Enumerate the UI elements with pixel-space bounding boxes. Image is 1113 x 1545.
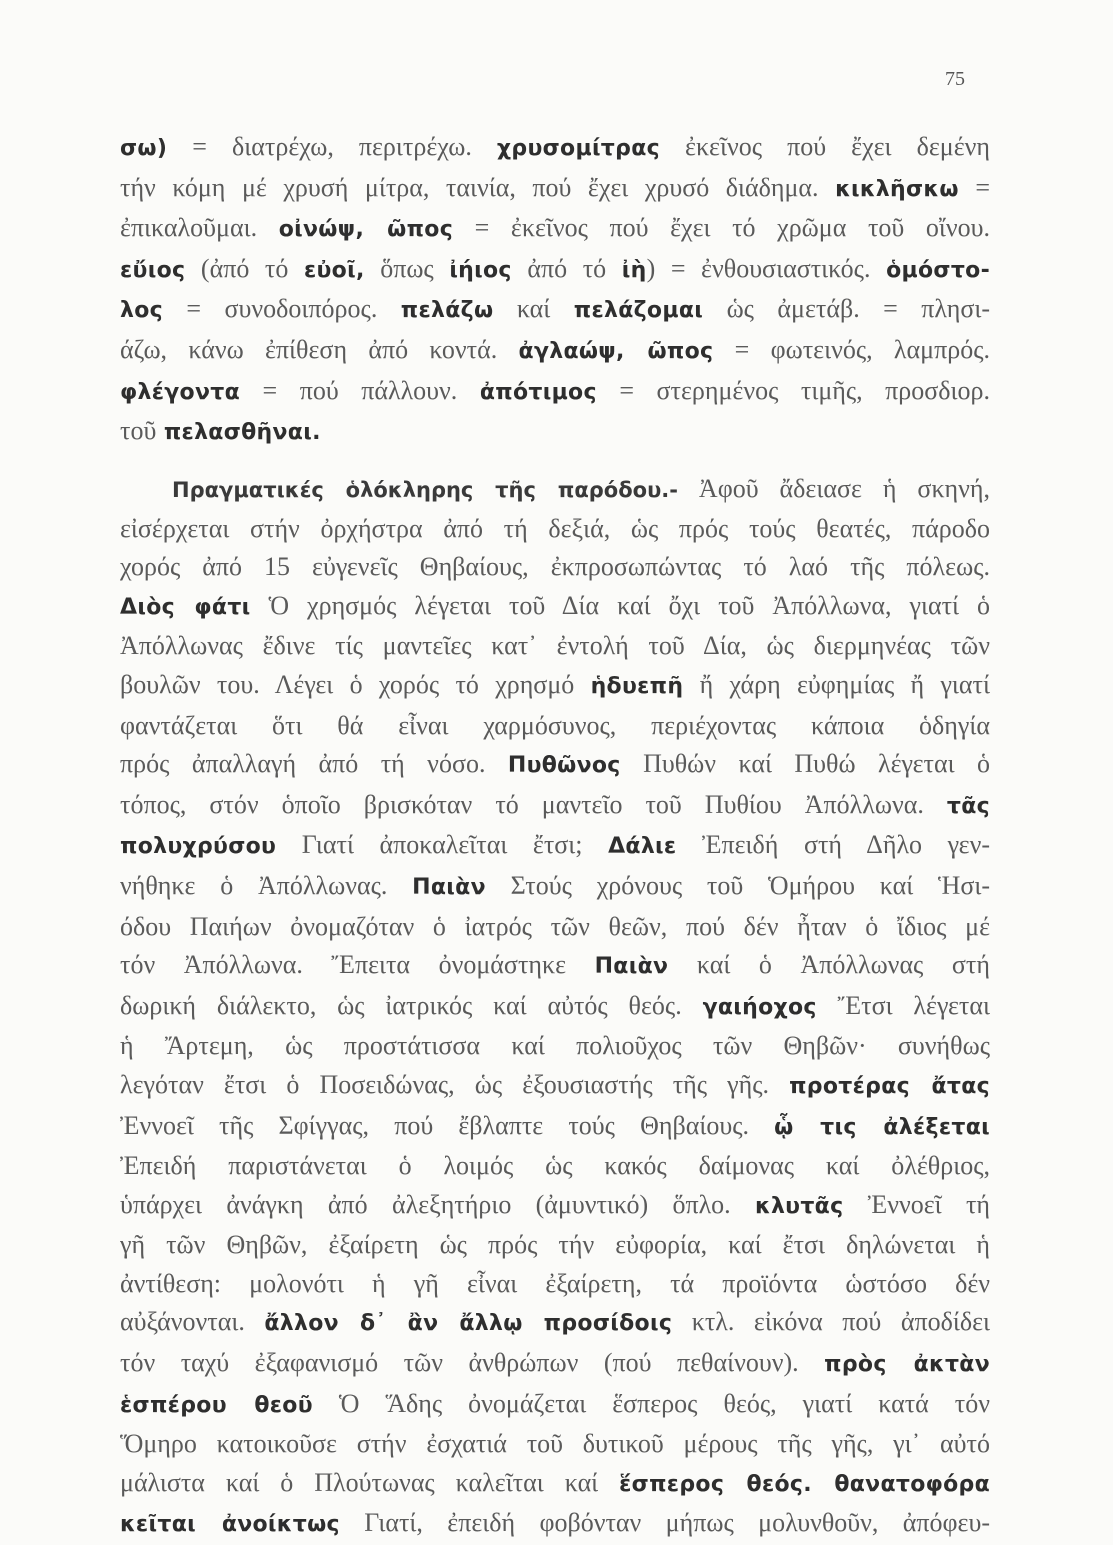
text-run: νήθηκε ὁ Ἀπόλλωνας.	[120, 870, 413, 900]
bold-term: ἄλλον δ᾿ ἂν ἄλλῳ προσίδοις	[264, 1311, 673, 1337]
text-run: Γιατί ἀποκαλεῖται ἔτσι;	[276, 830, 609, 860]
text-line	[120, 510, 990, 549]
text-run: βουλῶν του. Λέγει ὁ χορός τό χρησμό	[120, 669, 591, 699]
text-run: ἐπικαλοῦμαι.	[120, 213, 279, 243]
text-line	[120, 250, 990, 291]
text-run: τόν Ἀπόλλωνα. Ἔπειτα ὀνομάστηκε	[120, 950, 595, 980]
text-run: ) = ἐνθουσιαστικός.	[646, 253, 887, 283]
text-run: γῆ τῶν Θηβῶν, ἐξαίρετη ὡς πρός τήν εὐφορία, καί ἔτσι δηλώνεται ἡ	[120, 1230, 990, 1260]
bold-term: Παιὰν	[412, 874, 486, 900]
text-run: ὡς ἀμετάβ. = πλησι-	[703, 294, 990, 324]
bold-term: χρυσομίτρας	[496, 136, 660, 161]
bold-term: ἀγλαώψ, ῶπος	[518, 338, 714, 364]
bold-term: ἕσπερος θεός. θανατοφόρα	[619, 1471, 990, 1497]
text-run: τόπος, στόν ὁποῖο βρισκόταν τό μαντεῖο τοῦ Πυθίου Ἀπόλλωνα.	[120, 789, 947, 819]
section-heading: Πραγματικές ὁλόκληρης τῆς παρόδου.-	[172, 478, 678, 502]
bold-term: ἡδυεπῆ	[590, 673, 684, 699]
bold-term: κλυτᾶς	[755, 1193, 844, 1219]
text-run: = πού πάλλουν.	[240, 375, 480, 405]
bold-term: εὔιος	[120, 257, 186, 283]
text-run: φαντάζεται ὅτι θά εἶναι χαρμόσυνος, περιέχοντας κάποια ὁδηγία	[120, 710, 990, 740]
bold-term: ἀπότιμος	[479, 379, 597, 405]
text-run: λεγόταν ἔτσι ὁ Ποσειδώνας, ὡς ἐξουσιαστής τῆς γῆς.	[120, 1069, 790, 1099]
text-run: Ἐννοεῖ τή	[843, 1189, 990, 1219]
bold-term: τᾶς	[946, 793, 990, 819]
text-run: Πυθών καί Πυθώ λέγεται ὁ	[620, 749, 990, 779]
bold-term: προτέρας ἄτας	[789, 1073, 990, 1099]
bold-term: εὐοῖ,	[303, 257, 365, 283]
text-run: όδου Παιήων ὀνομαζόταν ὁ ἰατρός τῶν θεῶν, πού δέν ἦταν ὁ ἴδιος μέ	[120, 911, 990, 941]
text-line	[120, 1425, 990, 1464]
bold-term: σω)	[120, 136, 168, 161]
text-line	[120, 1027, 990, 1066]
text-line	[120, 745, 990, 786]
bold-term: Παιὰν	[594, 954, 669, 980]
text-line	[120, 1504, 990, 1545]
text-line	[120, 987, 990, 1028]
text-run: Ἀπόλλωνας ἔδινε τίς μαντεῖες κατ᾿ ἐντολή τοῦ Δία, ὡς διερμηνέας τῶν	[120, 631, 990, 661]
text-line	[120, 867, 990, 908]
text-line	[120, 128, 990, 169]
text-run: εἰσέρχεται στήν ὀρχήστρα ἀπό τή δεξιά, ὡς πρός τούς θεατές, πάροδο	[120, 513, 990, 543]
text-run: αὐξάνονται.	[120, 1307, 265, 1337]
bold-term: ἰὴ	[621, 257, 647, 283]
text-line	[120, 1265, 990, 1304]
bold-term: ὁμόστο-	[886, 257, 990, 283]
bold-term: οἰνώψ, ῶπος	[278, 217, 454, 243]
text-line	[120, 587, 990, 628]
text-run: ἡ Ἄρτεμη, ὡς προστάτισσα καί πολιοῦχος τῶν Θηβῶν· συνήθως	[120, 1031, 990, 1061]
text-line	[120, 627, 990, 666]
text-run: Ὅμηρο κατοικοῦσε στήν ἐσχατιά τοῦ δυτικοῦ μέρους τῆς γῆς, γι᾿ αὐτό	[120, 1429, 990, 1459]
text-run: Ἐννοεῖ τῆς Σφίγγας, πού ἔβλαπτε τούς Θηβαίους.	[120, 1110, 775, 1140]
bold-term: λος	[120, 298, 163, 324]
text-line	[120, 826, 990, 867]
text-run: ἀντίθεση: μολονότι ἡ γῆ εἶναι ἐξαίρετη, τά προϊόντα ὡστόσο δέν	[120, 1268, 990, 1298]
text-line	[120, 1344, 990, 1385]
text-run: χορός ἀπό 15 εὐγενεῖς Θηβαίους, ἐκπροσωπώντας τό λαό τῆς πόλεως.	[120, 552, 990, 582]
text-run: τοῦ	[120, 416, 164, 446]
bold-term: Διὸς φάτι	[120, 594, 251, 620]
text-line	[120, 786, 990, 827]
text-line	[120, 1066, 990, 1107]
text-run: Στούς χρόνους τοῦ Ὁμήρου καί Ἡσι-	[485, 870, 990, 900]
bold-term: πελάζω	[400, 298, 494, 324]
text-line	[120, 169, 990, 210]
bold-term: γαιήοχος	[702, 994, 817, 1020]
text-run: Ἔτσι λέγεται	[816, 990, 990, 1020]
glossary-paragraph	[120, 128, 990, 453]
bold-term: πολυχρύσου	[120, 834, 277, 860]
bold-term: πελάζομαι	[573, 298, 704, 324]
text-line	[120, 1147, 990, 1186]
bold-term: Δάλιε	[608, 834, 677, 860]
text-run: Ὁ Ἅδης ὀνομάζεται ἕσπερος θεός, γιατί κατά τόν	[312, 1388, 990, 1418]
text-run: Γιατί, ἐπειδή φοβόνταν μήπως μολυνθοῦν, ἀπόφευ-	[339, 1508, 990, 1538]
text-run: = συνοδοιπόρος.	[162, 294, 401, 324]
bold-term: Πυθῶνος	[507, 753, 621, 779]
text-line	[120, 946, 990, 987]
text-line	[120, 372, 990, 413]
text-line	[120, 290, 990, 331]
text-line	[120, 666, 990, 707]
text-run: ὅπως	[364, 253, 450, 283]
bold-term: πελασθῆναι.	[163, 420, 321, 446]
text-line	[120, 908, 990, 947]
text-line	[120, 1303, 990, 1344]
text-run: ἐκεῖνος πού ἔχει δεμένη	[659, 132, 990, 161]
text-run: μάλιστα καί ὁ Πλούτωνας καλεῖται καί	[120, 1467, 620, 1497]
text-line	[120, 1464, 990, 1505]
text-run: Ἐπειδή παριστάνεται ὁ λοιμός ὡς κακός δαίμονας καί ὀλέθριος,	[120, 1151, 990, 1181]
text-run: ἤ χάρη εὐφημίας ἤ γιατί	[683, 669, 990, 699]
text-run: (ἀπό τό	[185, 253, 304, 283]
text-run: πρός ἀπαλλαγή ἀπό τή νόσο.	[120, 749, 508, 779]
text-run: κτλ. εἰκόνα πού ἀποδίδει	[672, 1307, 990, 1337]
text-line	[120, 1385, 990, 1426]
text-line	[120, 548, 990, 587]
text-run: ὑπάρχει ἀνάγκη ἀπό ἀλεξητήριο (ἀμυντικό) ὅπλο.	[120, 1189, 756, 1219]
text-run: =	[958, 172, 990, 202]
page-number: 75	[945, 68, 965, 90]
bold-term: ἰήιος	[449, 257, 512, 283]
text-line	[120, 412, 990, 453]
text-line	[120, 1107, 990, 1148]
section-heading-line	[120, 470, 990, 510]
text-run: = φωτεινός, λαμπρός.	[713, 334, 990, 364]
bold-term: κεῖται ἀνοίκτως	[120, 1512, 340, 1538]
text-run: = διατρέχω, περιτρέχω.	[167, 132, 497, 161]
bold-term: ᾧ τις ἀλέξεται	[774, 1114, 990, 1140]
text-run: ἀπό τό	[511, 253, 622, 283]
text-run: καί ὁ Ἀπόλλωνας στή	[668, 950, 990, 980]
text-run: άζω, κάνω ἐπίθεση ἀπό κοντά.	[120, 334, 519, 364]
text-line	[120, 707, 990, 746]
text-line	[120, 331, 990, 372]
text-line	[120, 209, 990, 250]
text-run: τόν ταχύ ἐξαφανισμό τῶν ἀνθρώπων (πού πεθαίνουν).	[120, 1348, 825, 1378]
text-run: καί	[493, 294, 574, 324]
bold-term: φλέγοντα	[120, 379, 241, 405]
text-run: = στερημένος τιμῆς, προσδιορ.	[596, 375, 990, 405]
bold-term: πρὸς ἀκτὰν	[824, 1352, 990, 1378]
commentary-paragraph	[120, 470, 990, 1545]
text-run: Ἐπειδή στή Δῆλο γεν-	[676, 830, 990, 860]
bold-term: κικλῆσκω	[835, 176, 959, 202]
text-line	[120, 1226, 990, 1265]
text-run: τήν κόμη μέ χρυσή μίτρα, ταινία, πού ἔχει χρυσό διάδημα.	[120, 172, 836, 202]
text-run: Ἀφοῦ ἄδειασε ἡ σκηνή,	[677, 474, 990, 503]
text-run: Ὁ χρησμός λέγεται τοῦ Δία καί ὄχι τοῦ Ἀπόλλωνα, γιατί ὁ	[250, 590, 990, 620]
text-run: = ἐκεῖνος πού ἔχει τό χρῶμα τοῦ οἴνου.	[453, 213, 990, 243]
text-run: δωρική διάλεκτο, ὡς ἰατρικός καί αὐτός θεός.	[120, 990, 703, 1020]
text-line	[120, 1186, 990, 1227]
bold-term: ἑσπέρου θεοῦ	[120, 1392, 313, 1418]
